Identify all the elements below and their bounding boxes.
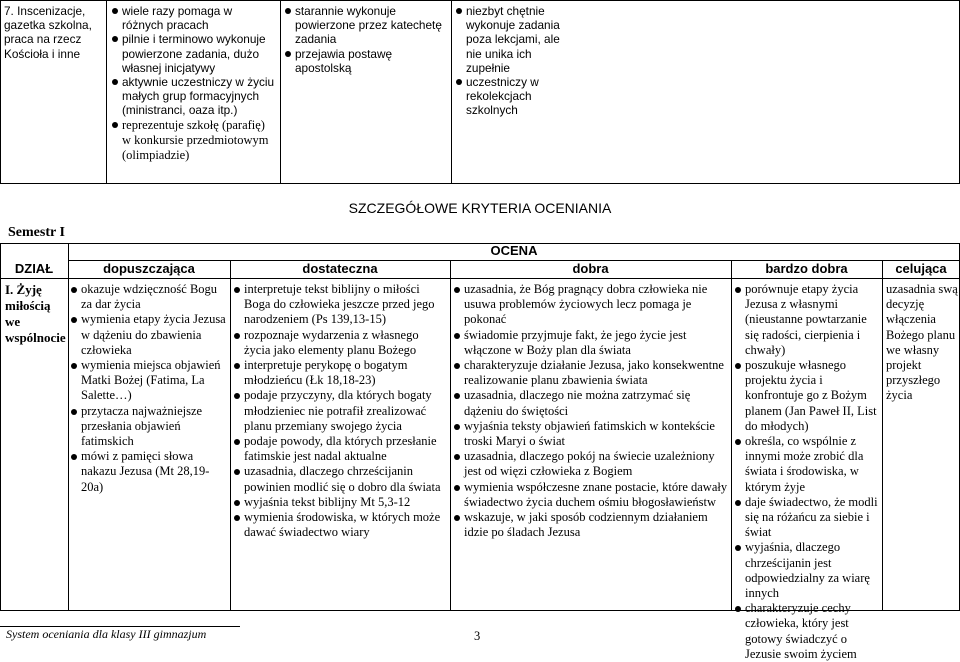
category-label: 7. Inscenizacje, gazetka szkolna, praca na rzecz Kościoła i inne [4,4,92,61]
list-item: reprezentuje szkołę (parafię) w konkursie przedmiotowym (olimpiadzie) [111,118,276,164]
criteria-bardzo-dobra [734,282,880,662]
list-item: wyjaśnia, dlaczego chrześcijanin jest odpowiedzialny za wiarę innych [734,540,880,601]
list-item: świadomie przyjmuje fakt, że jego życie jest włączone w Boży plan dla świata [453,328,729,358]
list-item: okazuje wdzięczność Bogu za dar życia [70,282,228,312]
list-item: daje świadectwo, że modli się na różańcu za siebie i świat [734,495,880,541]
list-item: przytacza najważniejsze przesłania objawień fatimskich [70,404,228,450]
list-item: interpretuje tekst biblijny o miłości Boga do człowieka jeszcze przed jego narodzeniem (Ps 139,13-15) [233,282,448,328]
list-item: poszukuje własnego projektu życia i konfrontuje go z Bożym planem (Jan Paweł II, List do młodych) [734,358,880,434]
top-col3 [284,4,444,75]
list-item: wyjaśnia tekst biblijny Mt 5,3-12 [233,495,448,510]
list-item: pilnie i terminowo wykonuje powierzone zadania, dużo własnej inicjatywy [111,32,276,75]
list-item: podaje powody, dla których przesłanie fatimskie jest nadal aktualne [233,434,448,464]
header-dobra: dobra [572,261,609,276]
footer-text: System oceniania dla klasy III gimnazjum [6,627,207,641]
list-item: uzasadnia, dlaczego nie można zatrzymać się dążeniu do świętości [453,388,729,418]
list-item: uczestniczy w rekolekcjach szkolnych [455,75,575,118]
list-item: wymienia środowiska, w których może dawać świadectwo wiary [233,510,448,540]
top-col1-text [4,4,104,61]
top-col2 [111,4,276,163]
list-item: przejawia postawę apostolską [284,47,444,75]
list-item: uzasadnia, dlaczego chrześcijanin powinien modlić się o dobro dla świata [233,464,448,494]
page-title: SZCZEGÓŁOWE KRYTERIA OCENIANIA [348,200,612,216]
list-item: uzasadnia, dlaczego pokój na świecie uzależniony jest od więzi człowieka z Bogiem [453,449,729,479]
list-item: wyjaśnia teksty objawień fatimskich w kontekście troski Maryi o świat [453,419,729,449]
criteria-dostateczna [233,282,448,540]
list-item: wymienia współczesne znane postacie, które dawały świadectwo życia duchem ośmiu błogosławieństw [453,480,729,510]
header-dostateczna: dostateczna [302,261,378,276]
header-bardzo-dobra: bardzo dobra [765,261,848,276]
list-item: wiele razy pomaga w różnych pracach [111,4,276,32]
list-item: interpretuje perykopę o bogatym młodzieńcu (Łk 18,18-23) [233,358,448,388]
list-item: określa, co wspólnie z innymi może zrobić dla świata i środowiska, w którym żyje [734,434,880,495]
page-number: 3 [474,629,481,643]
list-item: charakteryzuje działanie Jezusa, jako konsekwentne realizowanie planu zbawienia świata [453,358,729,388]
list-item: wskazuje, w jaki sposób codziennym działaniem idzie po śladach Jezusa [453,510,729,540]
list-item: podaje przyczyny, dla których bogaty młodzieniec nie potrafił zrealizować planu przemiany swojego życia [233,388,448,434]
list-item: rozpoznaje wydarzenia z własnego życia jako elementy planu Bożego [233,328,448,358]
ocena-header: OCENA [490,243,538,258]
list-item: uzasadnia, że Bóg pragnący dobra człowieka nie usuwa problemów życiowych lecz pomaga je pokonać [453,282,729,328]
list-item: starannie wykonuje powierzone przez katechetę zadania [284,4,444,47]
header-dzial: DZIAŁ [14,261,54,276]
top-col4 [455,4,575,118]
criteria-dobra [453,282,729,540]
header-celujaca: celująca [895,261,947,276]
section-name: I. Żyję miłością we wspólnocie [5,282,66,345]
list-item: mówi z pamięci słowa nakazu Jezusa (Mt 28,19-20a) [70,449,228,495]
list-item: wymienia miejsca objawień Matki Bożej (Fatima, La Salette…) [70,358,228,404]
header-dopuszczajaca: dopuszczająca [103,261,195,276]
list-item: wymienia etapy życia Jezusa w dążeniu do zbawienia człowieka [70,312,228,358]
criteria-dopuszczajaca [70,282,228,495]
list-item: aktywnie uczestniczy w życiu małych grup formacyjnych (ministranci, oaza itp.) [111,75,276,118]
semester-label: Semestr I [8,225,65,240]
list-item: porównuje etapy życia Jezusa z własnymi (nieustanne powtarzanie się radości, cierpienia i chwały) [734,282,880,358]
list-item: charakteryzuje cechy człowieka, który jest gotowy świadczyć o Jezusie swoim życiem [734,601,880,662]
list-item: niezbyt chętnie wykonuje zadania poza lekcjami, ale nie unika ich zupełnie [455,4,575,75]
criteria-celujaca: uzasadnia swą decyzję włączenia Bożego planu we własny projekt przyszłego życia [886,282,958,403]
